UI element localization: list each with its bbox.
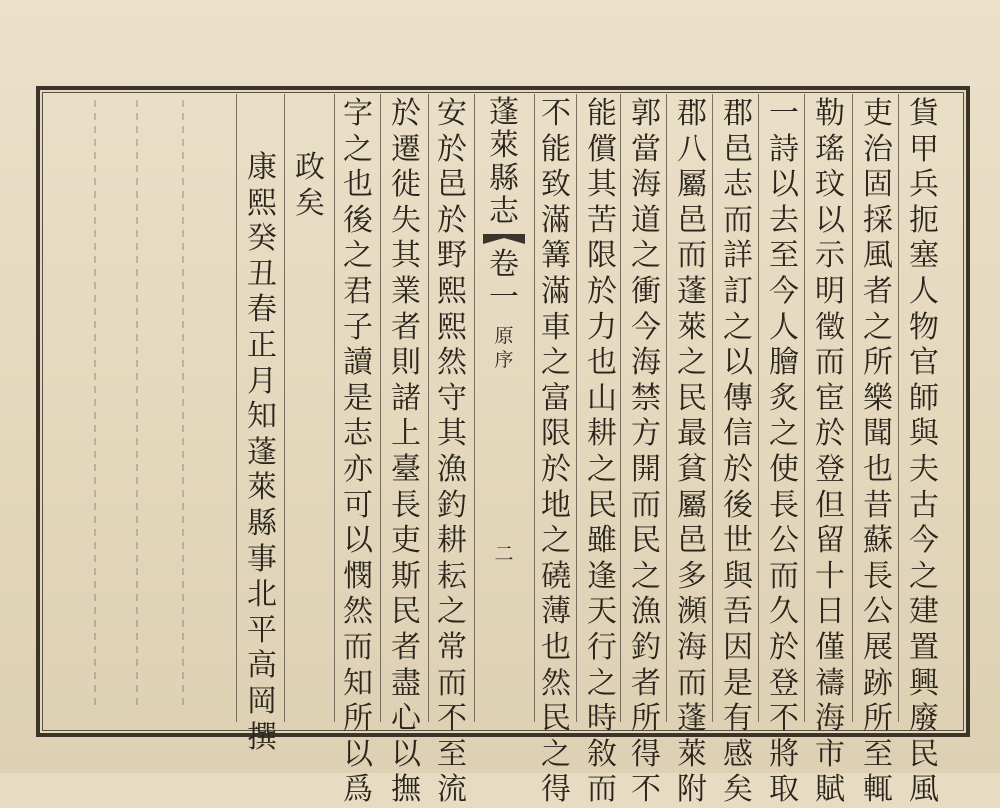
glyph: 官 xyxy=(909,345,939,381)
glyph: 於 xyxy=(437,131,467,167)
glyph: 萊 xyxy=(677,309,707,345)
glyph: 屬 xyxy=(677,167,707,203)
glyph: 安 xyxy=(437,96,467,131)
glyph: 感 xyxy=(723,736,753,772)
glyph: 熙 xyxy=(437,309,467,345)
glyph: 之 xyxy=(541,523,571,559)
glyph: 所 xyxy=(863,701,893,737)
glyph: 地 xyxy=(541,487,571,523)
glyph: 撰 xyxy=(247,719,277,755)
glyph: 長 xyxy=(391,487,421,523)
glyph: 得 xyxy=(541,772,571,808)
glyph: 之 xyxy=(587,665,617,701)
glyph: 後 xyxy=(723,487,753,523)
glyph: 聞 xyxy=(863,416,893,452)
text-column xyxy=(286,150,334,774)
glyph: 廢 xyxy=(909,701,939,737)
glyph: 業 xyxy=(391,273,421,309)
glyph: 物 xyxy=(909,309,939,345)
glyph: 示 xyxy=(815,238,845,274)
glyph: 行 xyxy=(587,629,617,665)
glyph: 禁 xyxy=(631,380,661,416)
glyph: 貨 xyxy=(909,96,939,131)
text-column xyxy=(428,96,476,808)
glyph: 序 xyxy=(494,349,514,371)
glyph: 以 xyxy=(343,523,373,559)
glyph: 於 xyxy=(391,96,421,131)
glyph: 也 xyxy=(541,629,571,665)
glyph: 徵 xyxy=(815,309,845,345)
glyph: 野 xyxy=(437,238,467,274)
glyph: 因 xyxy=(723,629,753,665)
glyph: 置 xyxy=(909,629,939,665)
glyph: 吏 xyxy=(391,523,421,559)
glyph: 樂 xyxy=(863,380,893,416)
glyph: 志 xyxy=(343,416,373,452)
glyph: 是 xyxy=(723,665,753,701)
glyph: 滿 xyxy=(541,202,571,238)
glyph: 多 xyxy=(677,558,707,594)
glyph: 漁 xyxy=(437,451,467,487)
glyph: 吾 xyxy=(723,594,753,630)
glyph: 於 xyxy=(541,451,571,487)
glyph: 岡 xyxy=(247,683,277,719)
glyph: 但 xyxy=(815,487,845,523)
glyph: 長 xyxy=(769,487,799,523)
glyph: 之 xyxy=(769,416,799,452)
glyph: 耕 xyxy=(437,523,467,559)
glyph: 賦 xyxy=(815,772,845,808)
glyph: 有 xyxy=(723,701,753,737)
glyph: 海 xyxy=(631,345,661,381)
glyph: 二 xyxy=(494,543,514,565)
glyph: 而 xyxy=(677,238,707,274)
glyph: 撫 xyxy=(391,772,421,808)
glyph: 而 xyxy=(437,665,467,701)
glyph: 失 xyxy=(391,202,421,238)
glyph: 逢 xyxy=(587,558,617,594)
glyph: 蓬 xyxy=(489,95,519,130)
glyph: 公 xyxy=(863,594,893,630)
glyph: 以 xyxy=(343,736,373,772)
glyph: 採 xyxy=(863,202,893,238)
glyph: 斯 xyxy=(391,558,421,594)
glyph: 爲 xyxy=(343,772,373,808)
glyph: 讀 xyxy=(343,345,373,381)
glyph: 月 xyxy=(247,363,277,399)
glyph: 至 xyxy=(437,736,467,772)
glyph: 之 xyxy=(863,309,893,345)
column-rule xyxy=(236,94,237,722)
glyph: 訂 xyxy=(723,273,753,309)
glyph: 償 xyxy=(587,131,617,167)
glyph: 然 xyxy=(437,345,467,381)
glyph: 北 xyxy=(247,577,277,613)
glyph: 矣 xyxy=(723,772,753,808)
glyph: 貧 xyxy=(677,451,707,487)
glyph: 禱 xyxy=(815,665,845,701)
glyph: 者 xyxy=(863,273,893,309)
glyph: 春 xyxy=(247,292,277,328)
glyph: 郡 xyxy=(723,96,753,131)
glyph: 膾 xyxy=(769,345,799,381)
glyph: 然 xyxy=(343,594,373,630)
text-column xyxy=(668,96,716,808)
glyph: 不 xyxy=(769,701,799,737)
glyph: 萊 xyxy=(677,736,707,772)
glyph: 市 xyxy=(815,736,845,772)
glyph: 能 xyxy=(587,96,617,131)
glyph: 塞 xyxy=(909,238,939,274)
glyph: 瀕 xyxy=(677,594,707,630)
glyph: 縣 xyxy=(247,505,277,541)
book-title xyxy=(489,96,519,228)
glyph: 扼 xyxy=(909,202,939,238)
glyph: 薄 xyxy=(541,594,571,630)
glyph: 不 xyxy=(631,772,661,808)
glyph: 於 xyxy=(815,416,845,452)
glyph: 而 xyxy=(677,665,707,701)
glyph: 之 xyxy=(631,238,661,274)
glyph: 風 xyxy=(909,772,939,808)
glyph: 之 xyxy=(343,238,373,274)
glyph: 民 xyxy=(909,736,939,772)
glyph: 熙 xyxy=(437,273,467,309)
colophon-column xyxy=(238,150,286,774)
glyph: 者 xyxy=(631,665,661,701)
glyph: 而 xyxy=(815,345,845,381)
glyph: 盡 xyxy=(391,665,421,701)
glyph: 流 xyxy=(437,772,467,808)
glyph: 公 xyxy=(769,523,799,559)
glyph: 日 xyxy=(815,594,845,630)
text-column xyxy=(900,96,948,808)
glyph: 於 xyxy=(587,273,617,309)
glyph: 兵 xyxy=(909,167,939,203)
glyph: 古 xyxy=(909,487,939,523)
glyph: 之 xyxy=(909,558,939,594)
glyph: 治 xyxy=(863,131,893,167)
glyph: 師 xyxy=(909,380,939,416)
glyph: 而 xyxy=(769,558,799,594)
glyph: 政 xyxy=(295,150,325,185)
glyph: 附 xyxy=(677,772,707,808)
glyph: 卷 xyxy=(489,247,519,282)
text-column xyxy=(854,96,902,808)
glyph: 至 xyxy=(769,238,799,274)
glyph: 縣 xyxy=(489,161,519,196)
glyph: 志 xyxy=(723,167,753,203)
glyph: 所 xyxy=(631,701,661,737)
glyph: 耘 xyxy=(437,558,467,594)
glyph: 是 xyxy=(343,380,373,416)
glyph: 邑 xyxy=(723,131,753,167)
glyph: 守 xyxy=(437,380,467,416)
glyph: 上 xyxy=(391,416,421,452)
glyph: 諸 xyxy=(391,380,421,416)
glyph: 臺 xyxy=(391,451,421,487)
glyph: 可 xyxy=(343,487,373,523)
glyph: 萊 xyxy=(489,128,519,163)
text-column xyxy=(334,96,382,808)
glyph: 僅 xyxy=(815,629,845,665)
glyph: 之 xyxy=(677,345,707,381)
glyph: 之 xyxy=(343,131,373,167)
glyph: 得 xyxy=(631,736,661,772)
glyph: 所 xyxy=(863,345,893,381)
glyph: 釣 xyxy=(631,629,661,665)
glyph: 詩 xyxy=(769,131,799,167)
glyph: 風 xyxy=(863,238,893,274)
glyph: 富 xyxy=(541,380,571,416)
glyph: 衝 xyxy=(631,273,661,309)
glyph: 輒 xyxy=(863,772,893,808)
glyph: 而 xyxy=(343,629,373,665)
glyph: 者 xyxy=(391,629,421,665)
glyph: 今 xyxy=(631,309,661,345)
glyph: 憫 xyxy=(343,558,373,594)
glyph: 事 xyxy=(247,541,277,577)
glyph: 志 xyxy=(489,194,519,229)
glyph: 以 xyxy=(769,167,799,203)
glyph: 郭 xyxy=(631,96,661,131)
glyph: 勒 xyxy=(815,96,845,131)
glyph: 將 xyxy=(769,736,799,772)
glyph: 甲 xyxy=(909,131,939,167)
glyph: 限 xyxy=(541,416,571,452)
glyph: 宦 xyxy=(815,380,845,416)
glyph: 登 xyxy=(769,665,799,701)
glyph: 昔 xyxy=(863,487,893,523)
glyph: 能 xyxy=(541,131,571,167)
glyph: 天 xyxy=(587,594,617,630)
text-column xyxy=(714,96,762,808)
glyph: 正 xyxy=(247,327,277,363)
glyph: 世 xyxy=(723,523,753,559)
glyph: 而 xyxy=(631,487,661,523)
glyph: 知 xyxy=(343,665,373,701)
glyph: 與 xyxy=(723,558,753,594)
glyph: 子 xyxy=(343,309,373,345)
glyph: 蘇 xyxy=(863,523,893,559)
glyph: 固 xyxy=(863,167,893,203)
glyph: 漁 xyxy=(631,594,661,630)
glyph: 蓬 xyxy=(677,701,707,737)
glyph: 留 xyxy=(815,523,845,559)
glyph: 之 xyxy=(437,594,467,630)
glyph: 以 xyxy=(723,345,753,381)
glyph: 使 xyxy=(769,451,799,487)
text-column xyxy=(382,96,430,808)
glyph: 十 xyxy=(815,558,845,594)
section-label xyxy=(494,324,513,372)
glyph: 海 xyxy=(631,167,661,203)
fishtail-ornament xyxy=(481,232,527,246)
glyph: 邑 xyxy=(677,523,707,559)
glyph: 之 xyxy=(541,736,571,772)
center-fold xyxy=(474,96,534,720)
glyph: 康 xyxy=(247,150,277,185)
glyph: 於 xyxy=(437,202,467,238)
glyph: 登 xyxy=(815,451,845,487)
glyph: 也 xyxy=(587,345,617,381)
glyph: 方 xyxy=(631,416,661,452)
glyph: 夫 xyxy=(909,451,939,487)
glyph: 今 xyxy=(909,523,939,559)
glyph: 力 xyxy=(587,309,617,345)
glyph: 熙 xyxy=(247,185,277,221)
glyph: 人 xyxy=(769,309,799,345)
glyph: 也 xyxy=(343,167,373,203)
glyph: 民 xyxy=(541,701,571,737)
text-column xyxy=(806,96,854,808)
glyph: 玟 xyxy=(815,167,845,203)
glyph: 常 xyxy=(437,629,467,665)
glyph: 高 xyxy=(247,648,277,684)
glyph: 敘 xyxy=(587,736,617,772)
glyph: 之 xyxy=(541,345,571,381)
glyph: 原 xyxy=(494,325,514,347)
glyph: 字 xyxy=(343,96,373,131)
glyph: 丑 xyxy=(247,256,277,292)
glyph: 其 xyxy=(587,167,617,203)
glyph: 篝 xyxy=(541,238,571,274)
text-column xyxy=(532,96,580,808)
glyph: 所 xyxy=(343,701,373,737)
glyph: 於 xyxy=(723,451,753,487)
glyph: 山 xyxy=(587,380,617,416)
glyph: 遷 xyxy=(391,131,421,167)
glyph: 於 xyxy=(769,629,799,665)
glyph: 海 xyxy=(677,629,707,665)
blank-columns xyxy=(90,100,230,710)
glyph: 邑 xyxy=(677,202,707,238)
glyph: 之 xyxy=(723,309,753,345)
glyph: 蓬 xyxy=(677,273,707,309)
glyph: 興 xyxy=(909,665,939,701)
page-number xyxy=(494,542,513,566)
glyph: 心 xyxy=(391,701,421,737)
glyph: 則 xyxy=(391,345,421,381)
glyph: 建 xyxy=(909,594,939,630)
glyph: 開 xyxy=(631,451,661,487)
text-column xyxy=(760,96,808,808)
glyph: 苦 xyxy=(587,202,617,238)
glyph: 民 xyxy=(677,380,707,416)
glyph: 滿 xyxy=(541,273,571,309)
glyph: 不 xyxy=(437,701,467,737)
glyph: 郡 xyxy=(677,96,707,131)
glyph: 時 xyxy=(587,701,617,737)
glyph: 民 xyxy=(391,594,421,630)
glyph: 長 xyxy=(863,558,893,594)
glyph: 最 xyxy=(677,416,707,452)
glyph: 癸 xyxy=(247,221,277,257)
glyph: 而 xyxy=(723,202,753,238)
glyph: 以 xyxy=(815,202,845,238)
glyph: 取 xyxy=(769,772,799,808)
glyph: 八 xyxy=(677,131,707,167)
glyph: 之 xyxy=(631,558,661,594)
glyph: 信 xyxy=(723,416,753,452)
glyph: 君 xyxy=(343,273,373,309)
glyph: 傳 xyxy=(723,380,753,416)
glyph: 後 xyxy=(343,202,373,238)
glyph: 邑 xyxy=(437,167,467,203)
glyph: 海 xyxy=(815,701,845,737)
glyph: 者 xyxy=(391,309,421,345)
glyph: 今 xyxy=(769,273,799,309)
glyph: 與 xyxy=(909,416,939,452)
glyph: 而 xyxy=(587,772,617,808)
glyph: 磽 xyxy=(541,558,571,594)
glyph: 不 xyxy=(541,96,571,131)
glyph: 其 xyxy=(437,416,467,452)
glyph: 當 xyxy=(631,131,661,167)
glyph: 徙 xyxy=(391,167,421,203)
glyph: 久 xyxy=(769,594,799,630)
glyph: 一 xyxy=(489,280,519,315)
text-column xyxy=(622,96,670,808)
glyph: 萊 xyxy=(247,470,277,506)
glyph: 雖 xyxy=(587,523,617,559)
glyph: 一 xyxy=(769,96,799,131)
glyph: 吏 xyxy=(863,96,893,131)
glyph: 炙 xyxy=(769,380,799,416)
glyph: 平 xyxy=(247,612,277,648)
glyph: 展 xyxy=(863,629,893,665)
glyph: 民 xyxy=(631,523,661,559)
glyph: 耕 xyxy=(587,416,617,452)
glyph: 以 xyxy=(391,736,421,772)
glyph: 矣 xyxy=(295,185,325,221)
glyph: 然 xyxy=(541,665,571,701)
glyph: 詳 xyxy=(723,238,753,274)
glyph: 道 xyxy=(631,202,661,238)
glyph: 致 xyxy=(541,167,571,203)
glyph: 亦 xyxy=(343,451,373,487)
glyph: 民 xyxy=(587,487,617,523)
text-column xyxy=(578,96,626,808)
glyph: 明 xyxy=(815,273,845,309)
glyph: 釣 xyxy=(437,487,467,523)
volume-label xyxy=(489,248,519,314)
glyph: 至 xyxy=(863,736,893,772)
glyph: 跡 xyxy=(863,665,893,701)
glyph: 知 xyxy=(247,399,277,435)
glyph: 屬 xyxy=(677,487,707,523)
glyph: 也 xyxy=(863,451,893,487)
glyph: 其 xyxy=(391,238,421,274)
glyph: 瑤 xyxy=(815,131,845,167)
glyph: 去 xyxy=(769,202,799,238)
glyph: 之 xyxy=(587,451,617,487)
glyph: 人 xyxy=(909,273,939,309)
glyph: 限 xyxy=(587,238,617,274)
glyph: 車 xyxy=(541,309,571,345)
glyph: 蓬 xyxy=(247,434,277,470)
